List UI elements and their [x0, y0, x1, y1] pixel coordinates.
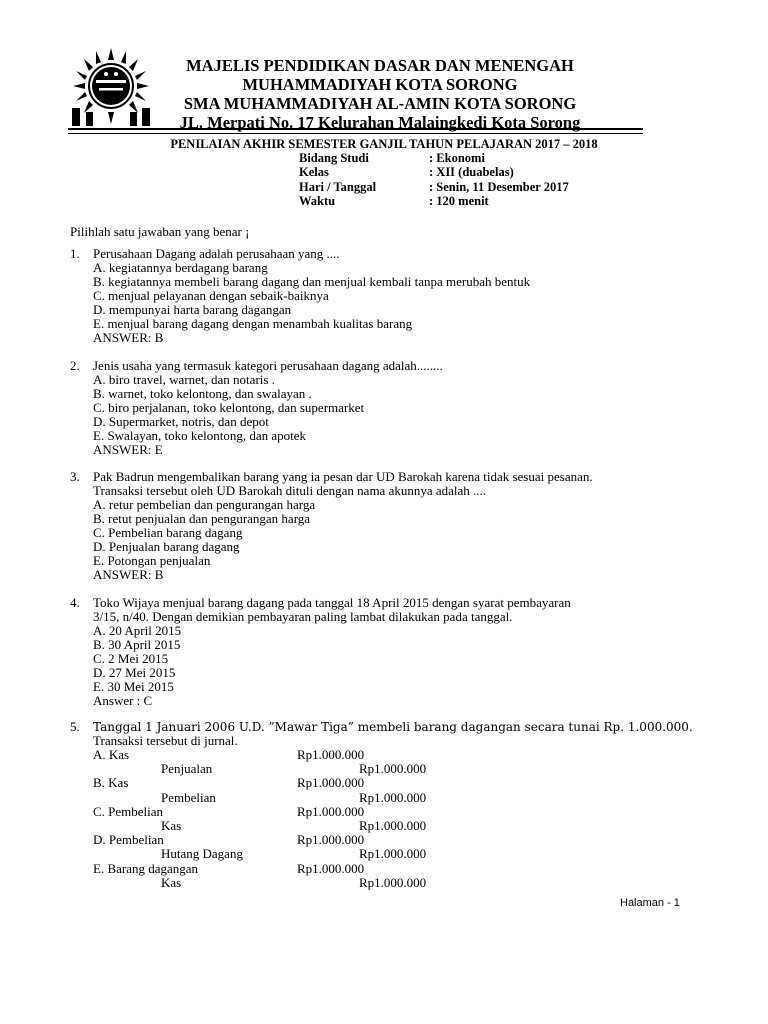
option: A. kegiatannya berdagang barang — [93, 260, 268, 275]
journal-credit-account: Hutang Dagang — [161, 846, 243, 862]
question-text: Perusahaan Dagang adalah perusahaan yang .... — [93, 246, 340, 261]
exam-info-value: : Ekonomi — [429, 151, 485, 165]
exam-info-key: Bidang Studi — [299, 151, 369, 165]
question-number: 4. — [70, 595, 80, 610]
question-number: 3. — [70, 469, 80, 484]
letterhead-line-4: JL. Merpati No. 17 Kelurahan Malaingkedi Kota Sorong — [179, 113, 581, 132]
option: E. menjual barang dagang dengan menambah kualitas barang — [93, 316, 413, 331]
journal-debit-amount: Rp1.000.000 — [297, 803, 365, 819]
exam-info-key: Hari / Tanggal — [299, 179, 377, 194]
letterhead-line-3: SMA MUHAMMADIYAH AL-AMIN KOTA SORONG — [183, 94, 577, 113]
question-text: Jenis usaha yang termasuk kategori perusahaan dagang adalah........ — [93, 358, 443, 373]
option: C. 2 Mei 2015 — [93, 651, 169, 666]
question-text: Transaksi tersebut di jurnal. — [93, 733, 238, 748]
journal-debit-amount: Rp1.000.000 — [297, 860, 365, 876]
journal-option-account: D. Pembelian — [93, 832, 164, 848]
exam-title: PENILAIAN AKHIR SEMESTER GANJIL TAHUN PELAJARAN 2017 – 2018 — [170, 137, 598, 151]
question-number: 2. — [70, 358, 80, 373]
exam-info-key: Kelas — [299, 165, 329, 180]
muhammadiyah-logo — [66, 46, 156, 128]
option: D. Supermarket, notris, dan depot — [93, 414, 269, 429]
option: A. retur pembelian dan pengurangan harga — [93, 497, 316, 512]
option: B. warnet, toko kelontong, dan swalayan . — [93, 386, 312, 401]
journal-credit-amount: Rp1.000.000 — [359, 761, 427, 777]
answer-key: ANSWER: B — [93, 330, 164, 345]
journal-option-account: A. Kas — [93, 747, 130, 762]
journal-option-account: C. Pembelian — [93, 803, 164, 819]
exam-info-value: : Senin, 11 Desember 2017 — [429, 179, 569, 194]
option: D. mempunyai harta barang dagangan — [93, 302, 292, 317]
question-text: Pak Badrun mengembalikan barang yang ia pesan dar UD Barokah karena tidak sesuai pesanan. — [93, 469, 593, 484]
answer-key: ANSWER: B — [93, 567, 164, 582]
journal-credit-amount: Rp1.000.000 — [359, 874, 427, 890]
journal-credit-amount: Rp1.000.000 — [359, 817, 427, 833]
option: B. retut penjualan dan pengurangan harga — [93, 511, 311, 526]
instruction: Pilihlah satu jawaban yang benar ¡ — [70, 224, 250, 239]
question-text: Tanggal 1 Januari 2006 U.D. ”Mawar Tiga” membeli barang dagangan secara tunai Rp. 1.000.000. — [93, 720, 693, 734]
journal-credit-account: Pembelian — [161, 789, 216, 805]
exam-info-key: Waktu — [299, 193, 336, 208]
letterhead-rule-thin — [68, 133, 643, 134]
question-text: 3/15, n/40. Dengan demikian pembayaran paling lambat dilakukan pada tanggal. — [93, 609, 513, 624]
question-number: 1. — [70, 246, 80, 261]
option: B. kegiatannya membeli barang dagang dan menjual kembali tanpa merubah bentuk — [93, 274, 531, 289]
letterhead-line-1: MAJELIS PENDIDIKAN DASAR DAN MENENGAH — [186, 56, 574, 75]
journal-credit-account: Kas — [161, 874, 182, 890]
question-number: 5. — [70, 719, 80, 734]
journal-credit-amount: Rp1.000.000 — [359, 789, 427, 805]
question-text: Transaksi tersebut oleh UD Barokah dituli dengan nama akunnya adalah .... — [93, 483, 487, 498]
option: E. Swalayan, toko kelontong, dan apotek — [93, 428, 307, 443]
option: C. menjual pelayanan dengan sebaik-baiknya — [93, 288, 329, 303]
answer-key: Answer : C — [93, 693, 153, 708]
option: C. biro perjalanan, toko kelontong, dan supermarket — [93, 400, 365, 415]
option: C. Pembelian barang dagang — [93, 525, 243, 540]
option: A. 20 April 2015 — [93, 623, 182, 638]
journal-option-account: B. Kas — [93, 775, 129, 791]
letterhead-line-2: MUHAMMADIYAH KOTA SORONG — [242, 75, 518, 94]
journal-credit-account: Kas — [161, 817, 182, 833]
journal-option-account: E. Barang dagangan — [93, 860, 199, 876]
letterhead-rule-thick — [68, 128, 643, 130]
journal-debit-amount: Rp1.000.000 — [297, 832, 365, 848]
page-number: Halaman - 1 — [620, 897, 680, 909]
option: A. biro travel, warnet, dan notaris . — [93, 372, 275, 387]
question-text: Toko Wijaya menjual barang dagang pada tanggal 18 April 2015 dengan syarat pembayaran — [93, 595, 571, 610]
journal-debit-amount: Rp1.000.000 — [297, 775, 365, 791]
answer-key: ANSWER: E — [93, 442, 163, 457]
exam-info-value: : XII (duabelas) — [429, 165, 514, 180]
exam-info-value: : 120 menit — [429, 193, 489, 208]
option: D. 27 Mei 2015 — [93, 665, 176, 680]
letterhead — [160, 56, 600, 132]
journal-credit-amount: Rp1.000.000 — [359, 846, 427, 862]
option: E. 30 Mei 2015 — [93, 679, 174, 694]
journal-debit-amount: Rp1.000.000 — [297, 747, 365, 762]
option: E. Potongan penjualan — [93, 553, 211, 568]
journal-credit-account: Penjualan — [161, 761, 213, 777]
option: D. Penjualan barang dagang — [93, 539, 240, 554]
option: B. 30 April 2015 — [93, 637, 181, 652]
